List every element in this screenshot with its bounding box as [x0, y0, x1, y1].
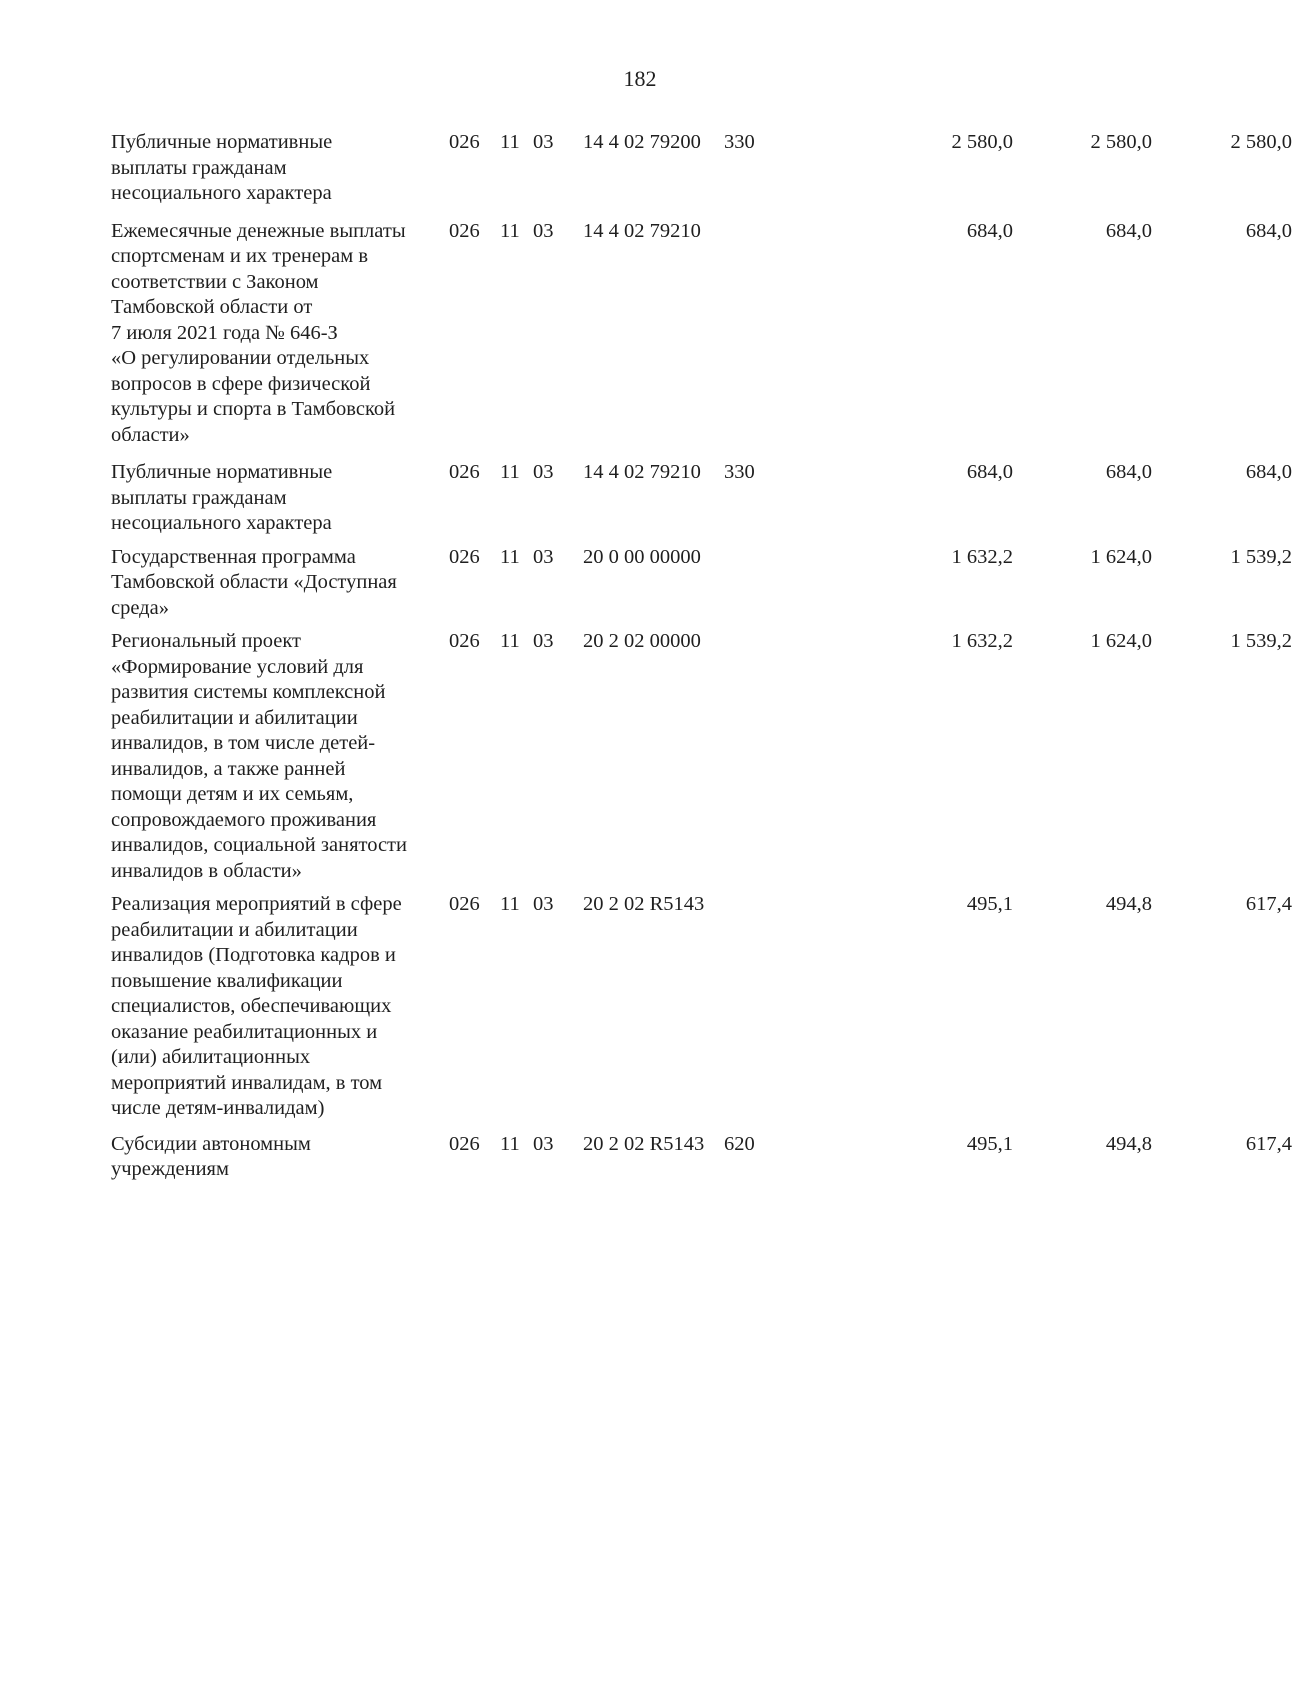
section-code: 11: [500, 1132, 520, 1155]
ministry-code: 026: [449, 1132, 480, 1155]
subsection-code: 03: [533, 131, 554, 153]
item-name: Публичные нормативные выплаты гражданам несоциального характера: [111, 461, 333, 534]
ministry-code: 026: [449, 219, 480, 242]
section-code: 11: [500, 461, 520, 483]
section-code: 11: [500, 545, 520, 568]
expense-type-code: 620: [724, 1132, 755, 1155]
subsection-code: 03: [533, 545, 554, 568]
section-code: 11: [500, 893, 520, 915]
item-name: Ежемесячные денежные выплаты спортсменам и их тренерам в соответствии с Законом Тамбовской области от 7 июля 2021 года № 646-З «О регулировании отдельных вопросов в сфере физической культуры и спорта в Тамбовской области»: [111, 219, 406, 446]
item-name: Субсидии автономным учреждениям: [111, 1132, 311, 1180]
subsection-code: 03: [533, 1132, 554, 1155]
item-name: Публичные нормативные выплаты гражданам несоциального характера: [111, 131, 333, 204]
amount-year-2: 684,0: [1105, 461, 1152, 483]
section-code: 11: [500, 630, 520, 652]
amount-year-3: 1 539,2: [1230, 545, 1292, 568]
amount-year-3: 617,4: [1245, 893, 1292, 915]
table-row: [111, 460, 1292, 537]
amount-year-1: 2 580,0: [951, 131, 1013, 153]
target-article-code: 14 4 02 79200: [583, 131, 701, 153]
subsection-code: 03: [533, 219, 554, 242]
item-name: Государственная программа Тамбовской области «Доступная среда»: [111, 545, 397, 619]
amount-year-2: 494,8: [1105, 1132, 1152, 1155]
subsection-code: 03: [533, 461, 554, 483]
section-code: 11: [500, 219, 520, 242]
amount-year-3: 617,4: [1245, 1132, 1292, 1155]
amount-year-3: 684,0: [1245, 461, 1292, 483]
target-article-code: 20 2 02 R5143: [583, 1132, 705, 1155]
expense-type-code: 330: [724, 131, 755, 153]
amount-year-2: 1 624,0: [1090, 630, 1152, 652]
ministry-code: 026: [449, 893, 480, 915]
expense-type-code: 330: [724, 461, 755, 483]
table-row: [111, 219, 1292, 449]
ministry-code: 026: [449, 131, 480, 153]
section-code: 11: [500, 131, 520, 153]
amount-year-3: 1 539,2: [1230, 630, 1292, 652]
amount-year-3: 684,0: [1245, 219, 1292, 242]
amount-year-2: 2 580,0: [1090, 131, 1152, 153]
amount-year-2: 494,8: [1105, 893, 1152, 915]
amount-year-2: 684,0: [1105, 219, 1152, 242]
amount-year-1: 1 632,2: [951, 545, 1013, 568]
table-row: [111, 130, 1292, 207]
ministry-code: 026: [449, 630, 480, 652]
table-row: [111, 629, 1292, 884]
ministry-code: 026: [449, 545, 480, 568]
item-name: Реализация мероприятий в сфере реабилитации и абилитации инвалидов (Подготовка кадров и повышение квалификации специалистов, обеспечивающих оказание реабилитационных и (или) абилитационных мероприятий инвалидам, в том числе детям-инвалидам): [111, 893, 402, 1119]
amount-year-1: 684,0: [966, 461, 1013, 483]
target-article-code: 20 2 02 R5143: [583, 893, 705, 915]
amount-year-1: 495,1: [966, 893, 1013, 915]
amount-year-1: 495,1: [966, 1132, 1013, 1155]
amount-year-2: 1 624,0: [1090, 545, 1152, 568]
target-article-code: 20 0 00 00000: [583, 545, 701, 568]
table-row: [111, 545, 1292, 622]
table-row: [111, 892, 1292, 1122]
amount-year-1: 1 632,2: [951, 630, 1013, 652]
amount-year-3: 2 580,0: [1230, 131, 1292, 153]
ministry-code: 026: [449, 461, 480, 483]
table-row: [111, 1132, 1292, 1183]
page-number: 182: [623, 66, 657, 91]
budget-table: [111, 130, 1292, 1183]
target-article-code: 20 2 02 00000: [583, 630, 701, 652]
amount-year-1: 684,0: [966, 219, 1013, 242]
target-article-code: 14 4 02 79210: [583, 219, 701, 242]
subsection-code: 03: [533, 893, 554, 915]
item-name: Региональный проект «Формирование условий для развития системы комплексной реабилитации и абилитации инвалидов, в том числе детей- инвалидов, а также ранней помощи детям и их семьям, сопровождаемого проживания инвалидов, социальной занятости инвалидов в области»: [111, 630, 407, 882]
subsection-code: 03: [533, 630, 554, 652]
target-article-code: 14 4 02 79210: [583, 461, 701, 483]
